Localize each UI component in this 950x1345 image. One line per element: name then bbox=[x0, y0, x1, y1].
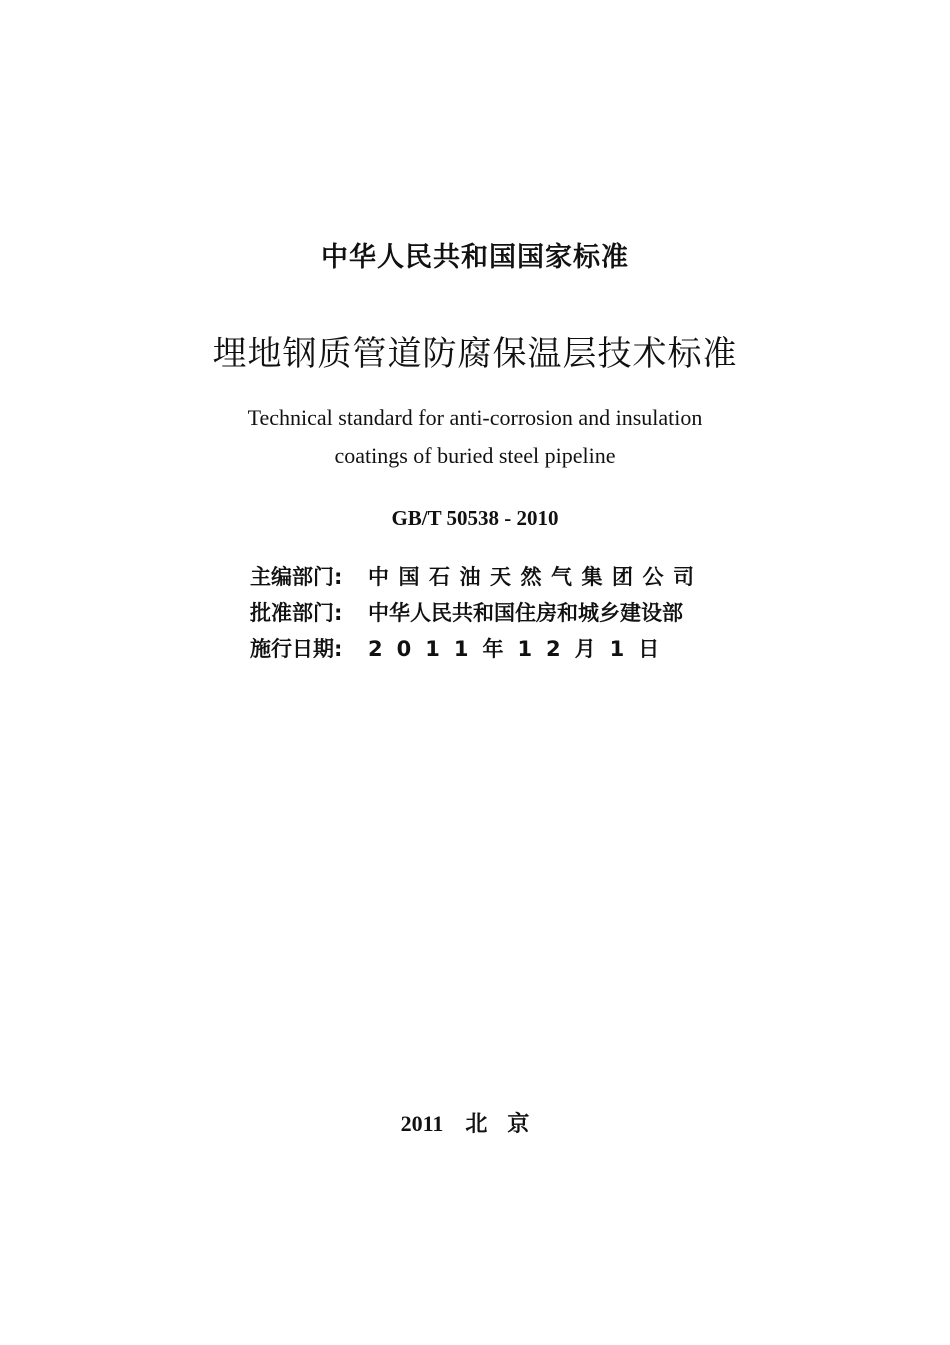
publication-city: 北京 bbox=[465, 1111, 550, 1137]
approver-department-value: 中华人民共和国住房和城乡建设部 bbox=[368, 601, 683, 625]
effective-date-value: 2011年12月1日 bbox=[368, 637, 674, 661]
editor-department-label: 主编部门: bbox=[250, 565, 343, 589]
standard-title-chinese: 埋地钢质管道防腐保温层技术标准 bbox=[212, 334, 738, 374]
effective-date-label: 施行日期: bbox=[250, 637, 343, 661]
editor-department-row bbox=[250, 561, 730, 593]
publication-footer bbox=[0, 1108, 950, 1140]
publication-year: 2011 bbox=[400, 1111, 444, 1136]
standard-code: GB/T 50538 - 2010 bbox=[391, 506, 559, 530]
effective-date-row bbox=[250, 633, 730, 665]
editor-department-value: 中国石油天然气集团公司 bbox=[368, 565, 704, 589]
standard-title-english-line2: coatings of buried steel pipeline bbox=[334, 443, 616, 468]
approver-department-label: 批准部门: bbox=[250, 601, 343, 625]
standard-title-english-line1: Technical standard for anti-corrosion and insulation bbox=[247, 405, 703, 430]
national-standard-heading: 中华人民共和国国家标准 bbox=[321, 242, 629, 273]
approver-department-row bbox=[250, 597, 730, 629]
